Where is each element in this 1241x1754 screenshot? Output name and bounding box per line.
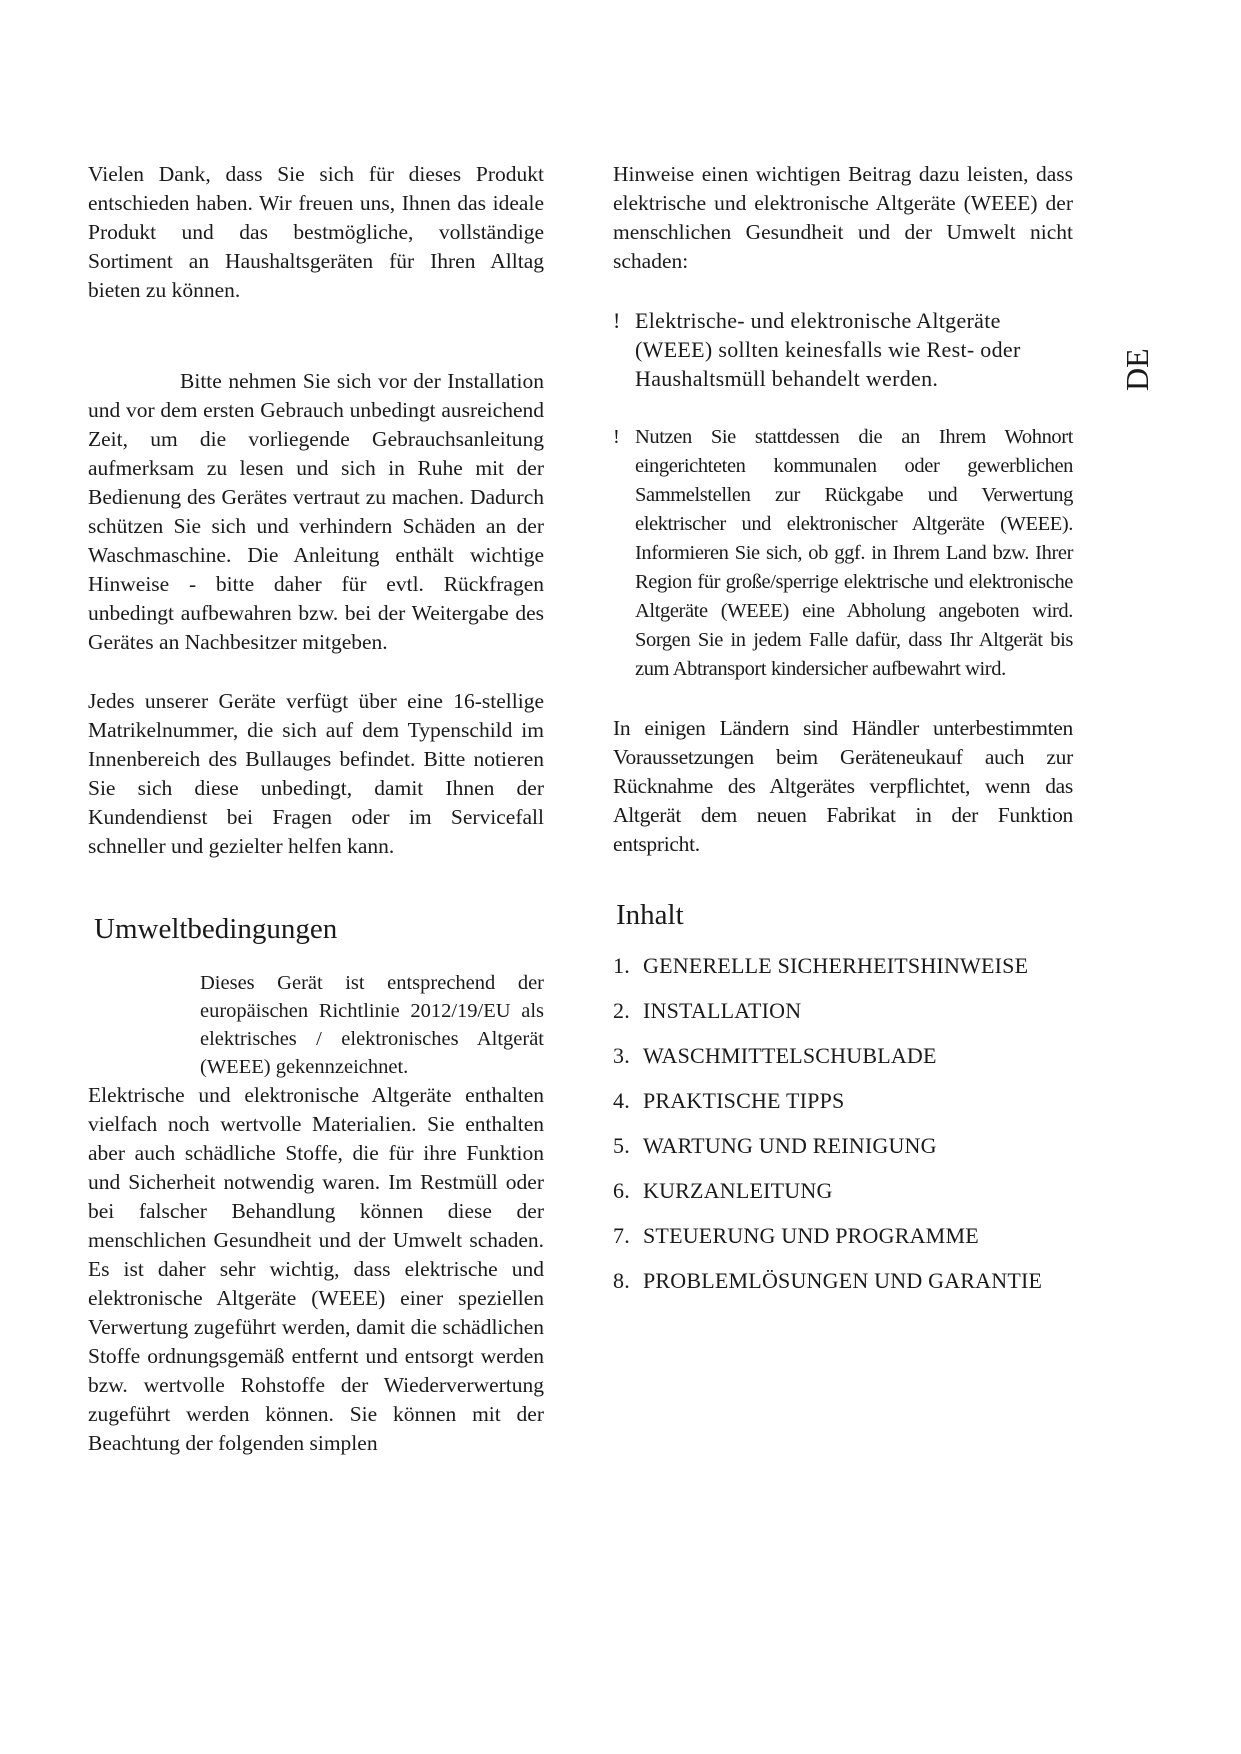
- toc-item[interactable]: [613, 1221, 1073, 1266]
- toc-item-number: 2.: [613, 998, 630, 1023]
- toc-item[interactable]: [613, 951, 1073, 996]
- toc-item[interactable]: [613, 1176, 1073, 1221]
- toc-item-title: INSTALLATION: [643, 998, 802, 1023]
- exclamation-icon: !: [613, 308, 621, 333]
- warning-bullet: [613, 423, 1073, 684]
- serial-number-paragraph: Jedes unserer Geräte verfügt über eine 16-stellige Matrikelnummer, die sich auf dem Typenschild im Innenbereich des Bullauges befindet. Bitte notieren Sie sich diese unbedingt, damit Ihnen der Kundendienst bei Fragen oder im Servicefall schneller und gezielter helfen kann.: [88, 689, 544, 858]
- dealer-paragraph: In einigen Ländern sind Händler unterbestimmten Voraussetzungen beim Geräteneukauf auch zur Rücknahme des Altgerätes verpflichtet, wenn das Altgerät dem neuen Fabrikat in der Funktion entspricht.: [613, 716, 1073, 856]
- warning-bullet-text: Elektrische- und elektronische Altgeräte (WEEE) sollten keinesfalls wie Rest- oder Haushaltsmüll behandelt werden.: [635, 308, 1021, 391]
- warning-bullet: [613, 306, 1073, 393]
- right-column: [613, 160, 1073, 1311]
- environment-paragraph: Elektrische und elektronische Altgeräte enthalten vielfach noch wertvolle Materialien. Sie enthalten aber auch schädliche Stoffe, die für ihre Funktion und Sicherheit notwendig waren. Im Restmüll oder bei falscher Behandlung können diese der menschlichen Gesundheit und der Umwelt schaden. Es ist daher sehr wichtig, dass elektrische und elektronische Altgeräte (WEEE) einer speziellen Verwertung zugeführt werden, damit die schädlichen Stoffe ordnungsgemäß entfernt und entsorgt werden bzw. wertvolle Rohstoffe der Wiederverwertung zugeführt werden können. Sie können mit der Beachtung der folgenden simplen: [88, 1083, 544, 1455]
- environment-heading: Umweltbedingungen: [94, 913, 338, 945]
- language-tab: DE: [1119, 348, 1155, 392]
- toc-item[interactable]: [613, 1266, 1073, 1311]
- toc-item-number: 6.: [613, 1178, 630, 1203]
- continuation-paragraph: Hinweise einen wichtigen Beitrag dazu leisten, dass elektrische und elektronische Altgeräte (WEEE) der menschlichen Gesundheit und der Umwelt nicht schaden:: [613, 162, 1073, 273]
- toc-item-title: GENERELLE SICHERHEITSHINWEISE: [643, 953, 1029, 978]
- toc-item[interactable]: [613, 1086, 1073, 1131]
- left-column: [88, 160, 544, 1458]
- toc-item-number: 5.: [613, 1133, 630, 1158]
- toc-item-title: PRAKTISCHE TIPPS: [643, 1088, 845, 1113]
- toc-item-number: 8.: [613, 1268, 630, 1293]
- toc-item-title: STEUERUNG UND PROGRAMME: [643, 1223, 979, 1248]
- exclamation-icon: !: [613, 426, 620, 448]
- installation-paragraph: Bitte nehmen Sie sich vor der Installation und vor dem ersten Gebrauch unbedingt ausreichend Zeit, um die vorliegende Gebrauchsanleitung aufmerksam zu lesen und sich in Ruhe mit der Bedienung des Gerätes vertraut zu machen. Dadurch schützen Sie sich und verhindern Schäden an der Waschmaschine. Die Anleitung enthält wichtige Hinweise - bitte daher für evtl. Rückfragen unbedingt aufbewahren bzw. bei der Weitergabe des Gerätes an Nachbesitzer mitgeben.: [88, 369, 544, 654]
- toc-item-title: WARTUNG UND REINIGUNG: [643, 1133, 937, 1158]
- toc-item-title: PROBLEMLÖSUNGEN UND GARANTIE: [643, 1268, 1043, 1293]
- table-of-contents: [613, 951, 1073, 1311]
- toc-item[interactable]: [613, 1131, 1073, 1176]
- toc-item-title: KURZANLEITUNG: [643, 1178, 833, 1203]
- intro-paragraph: Vielen Dank, dass Sie sich für dieses Produkt entschieden haben. Wir freuen uns, Ihnen das ideale Produkt und das bestmögliche, vollständige Sortiment an Haushaltsgeräten für Ihren Alltag bieten zu können.: [88, 162, 544, 302]
- toc-item-title: WASCHMITTELSCHUBLADE: [643, 1043, 937, 1068]
- toc-item-number: 4.: [613, 1088, 630, 1113]
- toc-item[interactable]: [613, 996, 1073, 1041]
- warning-bullet-text: Nutzen Sie stattdessen die an Ihrem Wohnort eingerichteten kommunalen oder gewerblichen Sammelstellen zur Rückgabe und Verwertung elektrischer und elektronischer Altgeräte (WEEE). Informieren Sie sich, ob ggf. in Ihrem Land bzw. Ihrer Region für große/sperrige elektrische und elektronische Altgeräte (WEEE) eine Abholung angeboten wird. Sorgen Sie in jedem Falle dafür, dass Ihr Altgerät bis zum Abtransport kindersicher aufbewahrt wird.: [635, 426, 1073, 680]
- toc-item-number: 7.: [613, 1223, 630, 1248]
- toc-heading: Inhalt: [616, 899, 684, 931]
- toc-item-number: 3.: [613, 1043, 630, 1068]
- toc-item-number: 1.: [613, 953, 630, 978]
- toc-item[interactable]: [613, 1041, 1073, 1086]
- weee-directive-note: Dieses Gerät ist entsprechend der europäischen Richtlinie 2012/19/EU als elektrisches / elektronisches Altgerät (WEEE) gekennzeichnet.: [200, 972, 544, 1078]
